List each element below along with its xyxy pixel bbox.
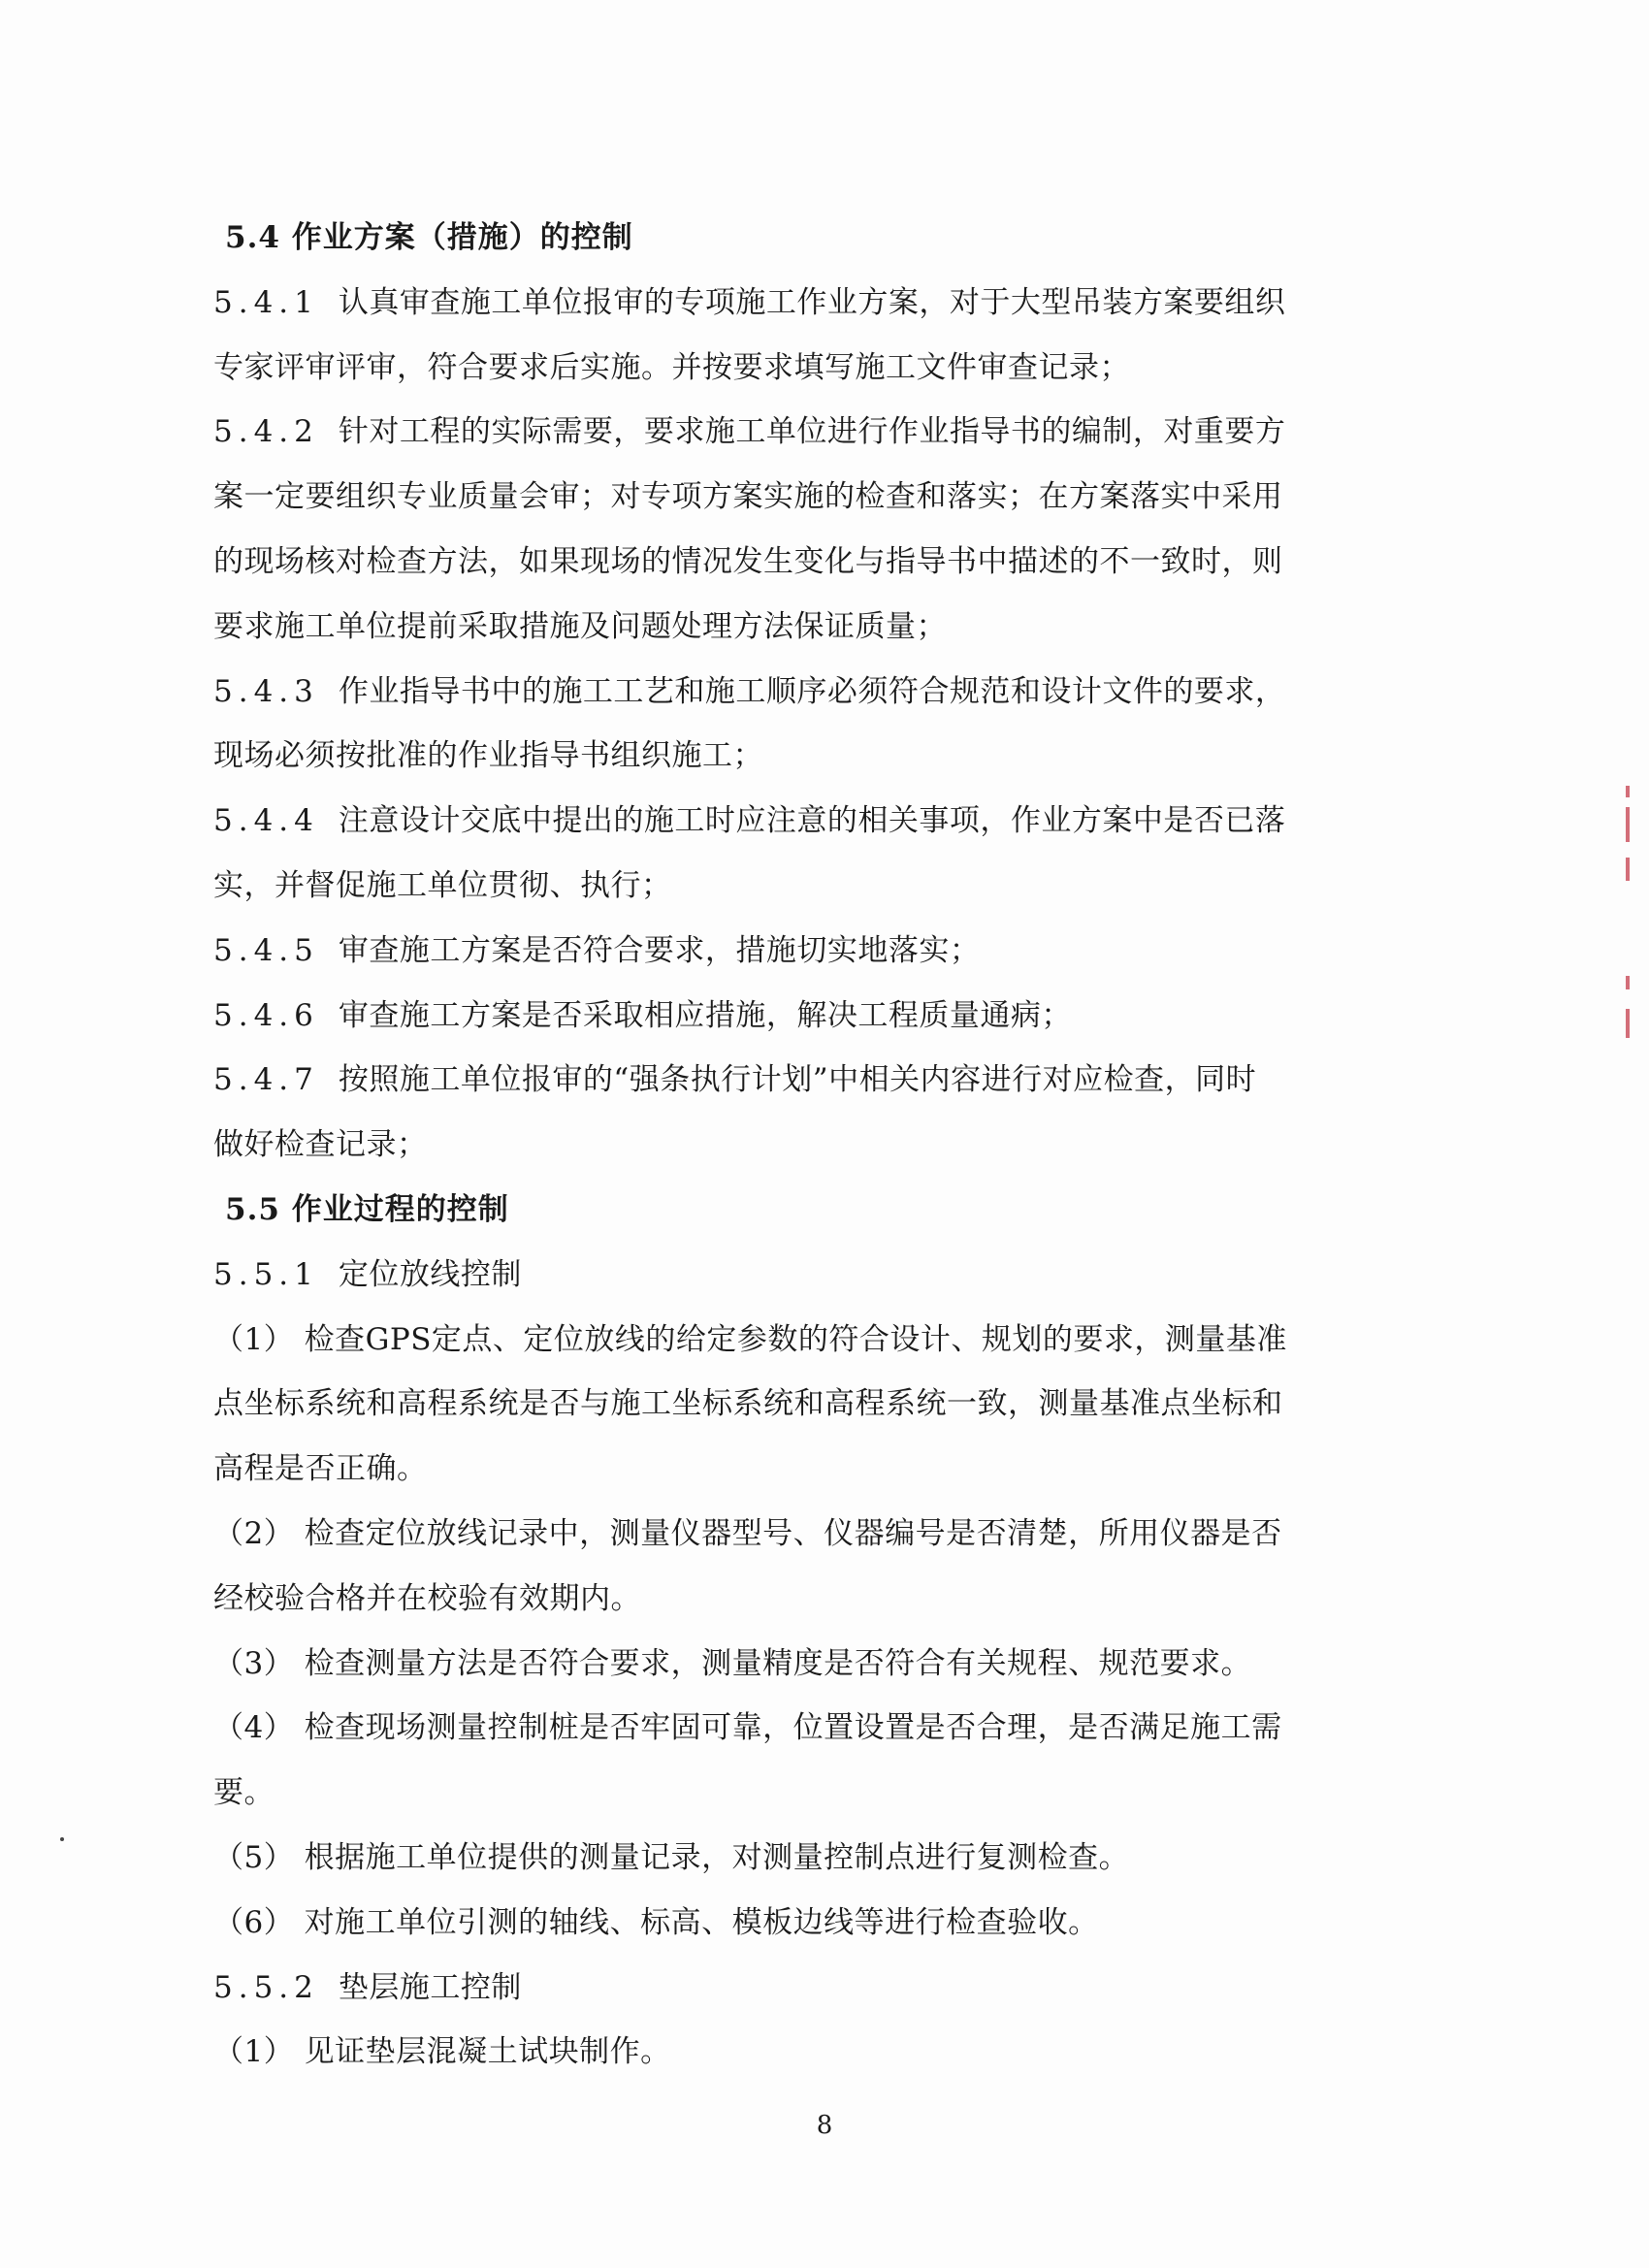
clause-number: 5.4.1 — [213, 284, 319, 320]
text-line: 点坐标系统和高程系统是否与施工坐标系统和高程系统一致，测量基准点坐标和 — [213, 1386, 1283, 1422]
clause-text: 按照施工单位报审的“强条执行计划”中相关内容进行对应检查，同时 — [338, 1062, 1257, 1098]
text-line: （1） 见证垫层混凝土试块制作。 — [213, 2034, 671, 2070]
clause-line — [213, 660, 1358, 725]
stamp-mark — [1626, 786, 1630, 797]
clause-number: 5.4.3 — [213, 673, 319, 709]
text-line: 高程是否正确。 — [213, 1451, 428, 1487]
clause-text: 垫层施工控制 — [338, 1969, 522, 2005]
stamp-mark — [1626, 858, 1630, 881]
clause-number: 5.4.2 — [213, 414, 319, 450]
clause-line — [213, 1243, 1358, 1308]
text-line: 的现场核对检查方法，如果现场的情况发生变化与指导书中描述的不一致时，则 — [213, 543, 1283, 579]
text-line: （3） 检查测量方法是否符合要求，测量精度是否符合有关规程、规范要求。 — [213, 1645, 1252, 1681]
clause-text: 定位放线控制 — [338, 1256, 522, 1292]
text-line: 经校验合格并在校验有效期内。 — [213, 1580, 641, 1616]
clause-line — [213, 789, 1358, 854]
stamp-mark — [1626, 807, 1630, 842]
text-line: （4） 检查现场测量控制桩是否牢固可靠，位置设置是否合理，是否满足施工需 — [213, 1710, 1282, 1746]
text-line: （5） 根据施工单位提供的测量记录，对测量控制点进行复测检查。 — [213, 1839, 1130, 1875]
clause-line — [213, 400, 1358, 465]
clause-number: 5.5.1 — [213, 1256, 319, 1292]
text-line: （2） 检查定位放线记录中，测量仪器型号、仪器编号是否清楚，所用仪器是否 — [213, 1515, 1282, 1551]
clause-number: 5.5.2 — [213, 1969, 319, 2005]
clause-text: 认真审查施工单位报审的专项施工作业方案，对于大型吊装方案要组织 — [338, 284, 1286, 320]
clause-text: 针对工程的实际需要，要求施工单位进行作业指导书的编制，对重要方 — [338, 414, 1286, 450]
page-number: 8 — [816, 2111, 833, 2140]
text-line: 案一定要组织专业质量会审；对专项方案实施的检查和落实；在方案落实中采用 — [213, 479, 1283, 515]
clause-number: 5.4.5 — [213, 932, 319, 968]
section-heading: 5.4 作业方案（措施）的控制 — [225, 220, 633, 255]
stamp-mark — [1626, 1009, 1630, 1038]
clause-line — [213, 271, 1358, 336]
clause-number: 5.4.6 — [213, 997, 319, 1033]
text-line: 做好检查记录； — [213, 1127, 428, 1163]
clause-line — [213, 919, 1358, 984]
text-line: （1） 检查GPS定点、定位放线的给定参数的符合设计、规划的要求，测量基准 — [213, 1321, 1287, 1357]
clause-line — [213, 1956, 1358, 2021]
clause-text: 审查施工方案是否符合要求，措施切实地落实； — [338, 932, 981, 968]
text-line: 实，并督促施工单位贯彻、执行； — [213, 867, 672, 903]
text-line: 要。 — [213, 1775, 275, 1811]
clause-text: 审查施工方案是否采取相应措施，解决工程质量通病； — [338, 997, 1072, 1033]
text-line: 要求施工单位提前采取措施及问题处理方法保证质量； — [213, 608, 947, 644]
document-body — [213, 206, 1358, 2085]
clause-line — [213, 984, 1358, 1049]
section-heading: 5.5 作业过程的控制 — [225, 1191, 509, 1227]
text-line: 专家评审评审，符合要求后实施。并按要求填写施工文件审查记录； — [213, 349, 1130, 385]
margin-stamp-marks — [1626, 776, 1633, 1086]
text-line: （6） 对施工单位引测的轴线、标高、模板边线等进行检查验收。 — [213, 1904, 1099, 1940]
clause-number: 5.4.4 — [213, 803, 319, 839]
clause-line — [213, 1048, 1358, 1113]
scan-speck — [60, 1837, 64, 1841]
text-line: 现场必须按批准的作业指导书组织施工； — [213, 738, 763, 774]
clause-text: 作业指导书中的施工工艺和施工顺序必须符合规范和设计文件的要求， — [338, 673, 1286, 709]
clause-number: 5.4.7 — [213, 1062, 319, 1098]
stamp-mark — [1626, 976, 1630, 989]
clause-text: 注意设计交底中提出的施工时应注意的相关事项，作业方案中是否已落 — [338, 803, 1286, 839]
